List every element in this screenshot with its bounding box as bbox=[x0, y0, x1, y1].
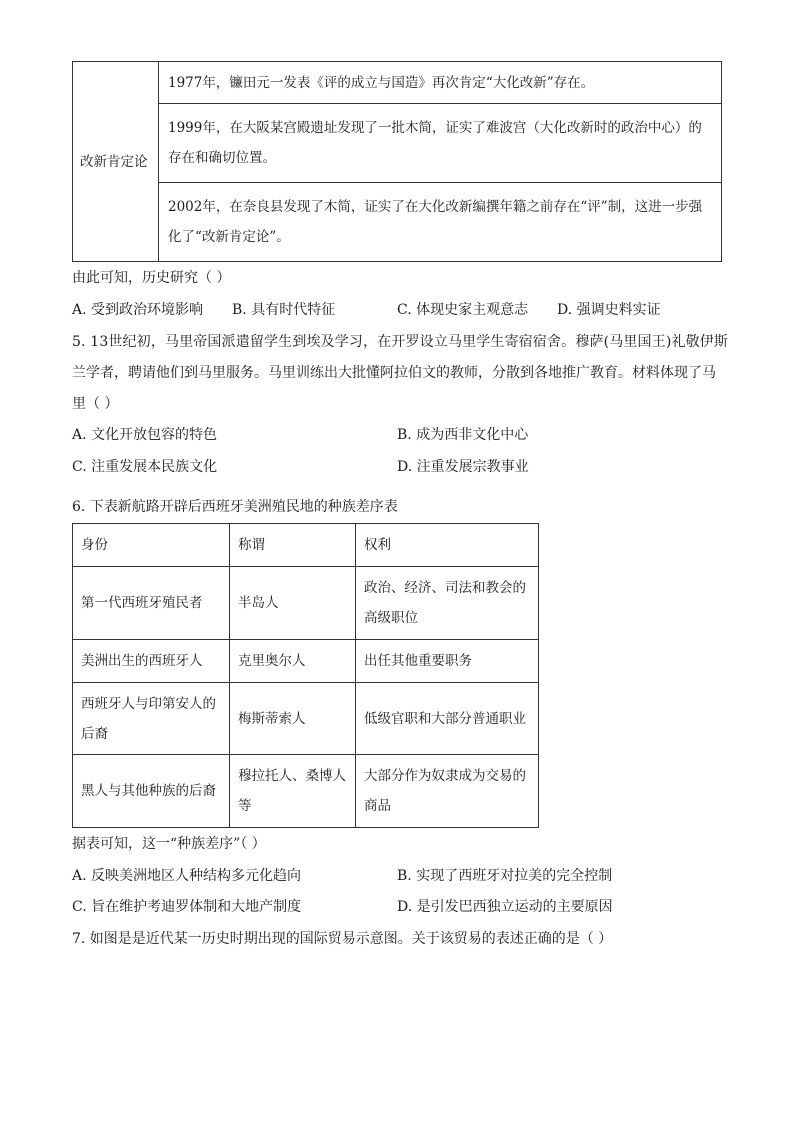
table-cell: 梅斯蒂索人 bbox=[230, 683, 356, 755]
table-cell: 穆拉托人、桑博人等 bbox=[230, 755, 356, 828]
table-label-cell: 改新肯定论 bbox=[73, 62, 159, 262]
table-cell: 大部分作为奴隶成为交易的商品 bbox=[356, 755, 539, 828]
q6-option-a[interactable]: A. 反映美洲地区人种结构多元化趋向 bbox=[72, 868, 302, 884]
table-cell: 克里奥尔人 bbox=[230, 640, 356, 683]
q4-option-c[interactable]: C. 体现史家主观意志 bbox=[397, 302, 529, 318]
q4-option-b[interactable]: B. 具有时代特征 bbox=[232, 302, 336, 318]
q6-after-table: 据表可知，这一“种族差序”（ ） bbox=[72, 836, 266, 852]
q4-option-d[interactable]: D. 强调史料实证 bbox=[557, 302, 661, 318]
table-header-rights: 权利 bbox=[356, 524, 539, 567]
reform-affirmation-table bbox=[72, 61, 722, 262]
q5-stem-line2: 兰学者，聘请他们到马里服务。马里训练出大批懂阿拉伯文的教师，分散到各地推广教育。材料体现了马 bbox=[72, 365, 716, 381]
q6-option-d[interactable]: D. 是引发巴西独立运动的主要原因 bbox=[397, 899, 613, 915]
q6-option-c[interactable]: C. 旨在维护考迪罗体制和大地产制度 bbox=[72, 899, 302, 915]
table-cell: 半岛人 bbox=[230, 567, 356, 640]
table-row: 1977年，镰田元一发表《评的成立与国造》再次肯定“大化改新”存在。 bbox=[159, 62, 722, 104]
q6-option-b[interactable]: B. 实现了西班牙对拉美的完全控制 bbox=[397, 868, 613, 884]
table-header-identity: 身份 bbox=[73, 524, 230, 567]
table-cell: 低级官职和大部分普通职业 bbox=[356, 683, 539, 755]
q5-option-a[interactable]: A. 文化开放包容的特色 bbox=[72, 427, 218, 443]
race-hierarchy-table bbox=[72, 523, 539, 828]
q5-option-b[interactable]: B. 成为西非文化中心 bbox=[397, 427, 529, 443]
table-cell: 政治、经济、司法和教会的高级职位 bbox=[356, 567, 539, 640]
q5-stem-line3: 里（ ） bbox=[72, 396, 119, 412]
table-cell: 黑人与其他种族的后裔 bbox=[73, 755, 230, 828]
q5-stem-line1: 5. 13世纪初，马里帝国派遣留学生到埃及学习，在开罗设立马里学生寄宿宿舍。穆萨(马里国王)礼敬伊斯 bbox=[72, 334, 729, 350]
table-row: 1999年，在大阪某宫殿遗址发现了一批木简，证实了难波宫（大化改新时的政治中心）的存在和确切位置。 bbox=[159, 104, 722, 183]
q6-stem: 6. 下表新航路开辟后西班牙美洲殖民地的种族差序表 bbox=[72, 499, 398, 515]
q5-option-d[interactable]: D. 注重发展宗教事业 bbox=[397, 459, 529, 475]
q4-option-a[interactable]: A. 受到政治环境影响 bbox=[72, 302, 204, 318]
q5-option-c[interactable]: C. 注重发展本民族文化 bbox=[72, 459, 218, 475]
q7-stem: 7. 如图是是近代某一历史时期出现的国际贸易示意图。关于该贸易的表述正确的是（ ） bbox=[72, 931, 613, 947]
table-cell: 出任其他重要职务 bbox=[356, 640, 539, 683]
table-header-title: 称谓 bbox=[230, 524, 356, 567]
table-cell: 美洲出生的西班牙人 bbox=[73, 640, 230, 683]
q4-stem: 由此可知，历史研究（ ） bbox=[72, 270, 231, 286]
table-cell: 西班牙人与印第安人的后裔 bbox=[73, 683, 230, 755]
table-row: 2002年，在奈良县发现了木简，证实了在大化改新编撰年籍之前存在“评”制，这进一步强化了“改新肯定论”。 bbox=[159, 183, 722, 262]
table-cell: 第一代西班牙殖民者 bbox=[73, 567, 230, 640]
